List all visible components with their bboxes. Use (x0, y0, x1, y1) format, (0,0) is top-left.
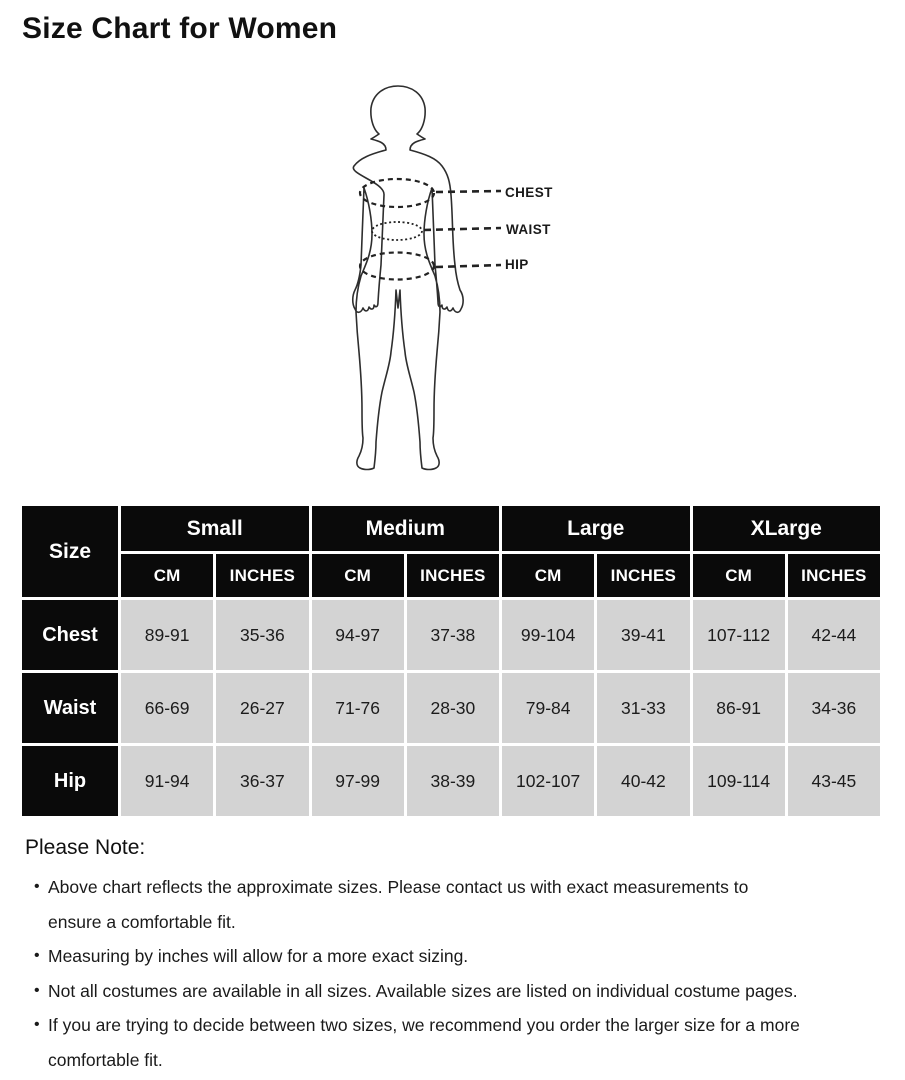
table-cell: 79-84 (502, 673, 594, 743)
table-cell: 99-104 (502, 600, 594, 670)
table-row-hip (22, 746, 880, 816)
table-cell: 36-37 (216, 746, 308, 816)
notes-list (25, 870, 897, 1077)
size-corner-header: Size (22, 506, 118, 597)
notes-heading: Please Note: (25, 836, 146, 859)
bullet-icon: • (34, 878, 40, 895)
note-item (25, 939, 897, 974)
unit-header-cm: CM (502, 554, 594, 597)
note-item (25, 870, 897, 939)
table-cell: 37-38 (407, 600, 499, 670)
row-header-waist: Waist (22, 673, 118, 743)
table-cell: 109-114 (693, 746, 785, 816)
table-cell: 43-45 (788, 746, 880, 816)
unit-header-inches: INCHES (597, 554, 689, 597)
table-cell: 94-97 (312, 600, 404, 670)
bullet-icon: • (34, 947, 40, 964)
female-body-diagram (330, 80, 505, 480)
table-cell: 66-69 (121, 673, 213, 743)
unit-header-cm: CM (312, 554, 404, 597)
table-cell: 40-42 (597, 746, 689, 816)
row-header-hip: Hip (22, 746, 118, 816)
table-cell: 91-94 (121, 746, 213, 816)
size-table (19, 503, 883, 819)
note-line: If you are trying to decide between two sizes, we recommend you order the larger size for a more (48, 1015, 800, 1035)
note-item (25, 974, 897, 1009)
table-cell: 28-30 (407, 673, 499, 743)
bullet-icon: • (34, 981, 40, 999)
bullet-icon: • (34, 1016, 40, 1033)
note-line: ensure a comfortable fit. (48, 911, 236, 932)
size-group-header-medium: Medium (312, 506, 500, 551)
chest-label: CHEST (505, 185, 553, 200)
size-group-header-large: Large (502, 506, 690, 551)
page-title: Size Chart for Women (22, 12, 338, 45)
table-cell: 102-107 (502, 746, 594, 816)
table-cell: 86-91 (693, 673, 785, 743)
size-group-header-small: Small (121, 506, 309, 551)
table-row-chest (22, 600, 880, 670)
table-cell: 31-33 (597, 673, 689, 743)
table-cell: 107-112 (693, 600, 785, 670)
note-line: Measuring by inches will allow for a more exact sizing. (48, 946, 469, 966)
unit-header-inches: INCHES (407, 554, 499, 597)
table-cell: 35-36 (216, 600, 308, 670)
table-cell: 42-44 (788, 600, 880, 670)
note-line: Not all costumes are available in all sizes. Available sizes are listed on individual costume pages. (48, 980, 798, 1001)
unit-header-inches: INCHES (788, 554, 880, 597)
unit-header-cm: CM (121, 554, 213, 597)
size-group-header-xlarge: XLarge (693, 506, 881, 551)
unit-header-cm: CM (693, 554, 785, 597)
table-cell: 39-41 (597, 600, 689, 670)
hip-label: HIP (505, 257, 529, 272)
table-cell: 89-91 (121, 600, 213, 670)
table-cell: 34-36 (788, 673, 880, 743)
waist-label: WAIST (506, 222, 551, 237)
note-item (25, 1008, 897, 1077)
table-cell: 71-76 (312, 673, 404, 743)
table-cell: 26-27 (216, 673, 308, 743)
row-header-chest: Chest (22, 600, 118, 670)
table-cell: 38-39 (407, 746, 499, 816)
table-row-waist (22, 673, 880, 743)
note-line: comfortable fit. (48, 1049, 163, 1070)
note-line: Above chart reflects the approximate sizes. Please contact us with exact measurements to (48, 877, 749, 897)
notes-section (25, 836, 897, 1077)
unit-header-inches: INCHES (216, 554, 308, 597)
table-cell: 97-99 (312, 746, 404, 816)
